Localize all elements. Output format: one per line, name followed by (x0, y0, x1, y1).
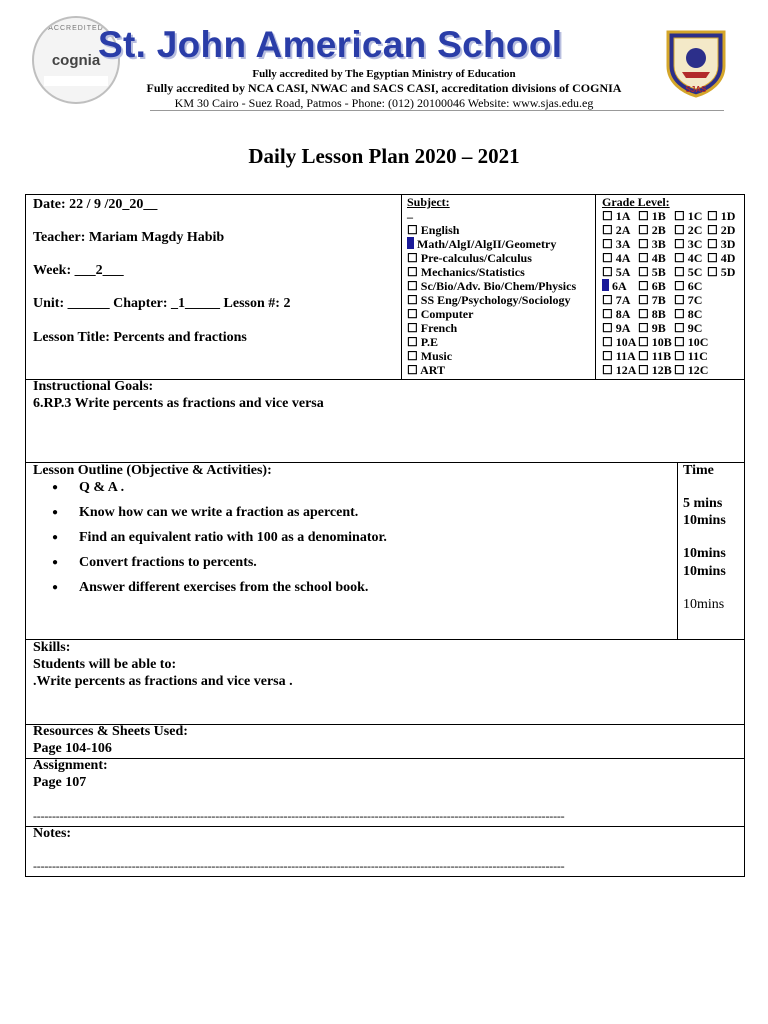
grade-option-label: ☐ 1D (707, 209, 736, 223)
skills-heading: Skills: (33, 640, 71, 655)
instructional-goals-heading: Instructional Goals: (33, 379, 154, 394)
subject-option-label: Mechanics/Statistics (420, 265, 525, 279)
grade-option[interactable] (602, 237, 630, 251)
assignment-dashed-line: -------------------------------------------------------------------------------------------------------------------------------------------- (33, 809, 565, 823)
grade-option[interactable] (674, 223, 702, 237)
grade-option-label: ☐ 6C (674, 279, 703, 293)
badge-ring-text: ACCREDITED (48, 25, 104, 32)
subject-heading: Subject: (407, 195, 450, 209)
grade-option[interactable] (674, 237, 702, 251)
grade-option[interactable] (638, 293, 666, 307)
school-crest-logo (660, 26, 732, 98)
grade-option[interactable] (674, 209, 702, 223)
subject-option[interactable] (407, 349, 576, 363)
grade-option[interactable] (638, 209, 666, 223)
subject-option-label: Music (420, 349, 453, 363)
grade-option-label: ☐ 1C (674, 209, 703, 223)
resources-text: Page 104-106 (33, 741, 112, 756)
grade-option-label: ☐ 8C (674, 307, 703, 321)
grade-option-label: ☐ 12C (674, 363, 709, 377)
grade-option-label: ☐ 2A (602, 223, 631, 237)
divider-outline-time (677, 462, 678, 639)
grade-option[interactable] (638, 363, 672, 377)
assignment-text: Page 107 (33, 775, 87, 790)
grade-option-label: ☐ 11A (602, 349, 636, 363)
subject-option[interactable] (407, 363, 576, 377)
grade-option-label: ☐ 10C (674, 335, 709, 349)
grade-option[interactable] (707, 223, 735, 237)
school-address: KM 30 Cairo - Suez Road, Patmos - Phone: (012) 20100046 Website: www.sjas.edu.eg (174, 96, 594, 110)
grade-option[interactable] (602, 321, 630, 335)
subject-option-label: Sc/Bio/Adv. Bio/Chem/Physics (420, 279, 577, 293)
checkbox-icon: ☐ (407, 265, 421, 279)
skills-line-1: Students will be able to: (33, 657, 177, 672)
time-value: 10mins (683, 546, 726, 561)
grade-option-label: ☐ 4D (707, 251, 736, 265)
grade-option[interactable] (602, 223, 630, 237)
grade-option[interactable] (638, 265, 666, 279)
skills-line-2: .Write percents as fractions and vice versa . (33, 674, 293, 689)
grade-option[interactable] (674, 307, 702, 321)
resources-heading: Resources & Sheets Used: (33, 724, 188, 739)
grade-option-label: ☐ 12A (602, 363, 637, 377)
accreditation-line-1: Fully accredited by The Egyptian Ministry of Education (252, 68, 516, 80)
grade-option-label: ☐ 9A (602, 321, 631, 335)
checkbox-icon: ☐ (407, 335, 421, 349)
subject-option[interactable] (407, 251, 576, 265)
notes-heading: Notes: (33, 826, 72, 841)
header-divider (150, 110, 724, 111)
accreditation-line-2: Fully accredited by NCA CASI, NWAC and SACS CASI, accreditation divisions of COGNIA (146, 81, 622, 95)
subject-option[interactable] (407, 237, 576, 251)
subject-option-label: Computer (420, 307, 474, 321)
subject-option[interactable] (407, 321, 576, 335)
divider-subject-grade (595, 195, 596, 379)
subject-heading-underscore: _ (407, 206, 413, 220)
grade-option-label: ☐ 3B (638, 237, 666, 251)
grade-option-label: ☐ 7A (602, 293, 631, 307)
subject-option-label: P.E (420, 335, 438, 349)
lesson-outline-item: ● Convert fractions to percents. (52, 554, 387, 579)
grade-option[interactable] (674, 335, 708, 349)
grade-option-label: ☐ 4A (602, 251, 631, 265)
grade-option[interactable] (602, 307, 630, 321)
time-value: 10mins (683, 597, 725, 612)
grade-option-label: ☐ 2C (674, 223, 703, 237)
subject-option[interactable] (407, 307, 576, 321)
week-field: Week: ___2___ (33, 263, 124, 278)
lesson-outline-heading: Lesson Outline (Objective & Activities): (33, 463, 272, 478)
grade-option-label: ☐ 3D (707, 237, 736, 251)
grade-option-label: ☐ 8A (602, 307, 631, 321)
grade-option[interactable] (602, 335, 636, 349)
divider-info-subject (401, 195, 402, 379)
date-field: Date: 22 / 9 /20_20__ (33, 197, 158, 212)
subject-option-label: SS Eng/Psychology/Sociology (420, 293, 571, 307)
grade-option[interactable] (674, 321, 702, 335)
grade-option[interactable] (638, 307, 666, 321)
notes-dashed-line: -------------------------------------------------------------------------------------------------------------------------------------------- (33, 859, 565, 873)
checkbox-icon: ☐ (407, 251, 421, 265)
grade-option[interactable] (602, 293, 630, 307)
instructional-goals-text: 6.RP.3 Write percents as fractions and vice versa (33, 396, 324, 411)
time-value: 10mins (683, 564, 726, 579)
school-name: St. John American School (98, 24, 563, 65)
grade-option-label: ☐ 8B (638, 307, 666, 321)
grade-option[interactable] (707, 251, 735, 265)
grade-option-label: ☐ 2B (638, 223, 666, 237)
grade-option[interactable] (674, 265, 702, 279)
grade-option[interactable] (638, 237, 666, 251)
subject-option-label: Pre-calculus/Calculus (420, 251, 532, 265)
grade-level-heading: Grade Level: (602, 195, 670, 209)
grade-option-label: ☐ 7B (638, 293, 666, 307)
grade-option-label: ☐ 5C (674, 265, 703, 279)
subject-option[interactable] (407, 279, 576, 293)
grade-option-label: ☐ 10A (602, 335, 637, 349)
assignment-heading: Assignment: (33, 758, 108, 773)
subject-option-label: English (420, 223, 460, 237)
grade-option[interactable] (602, 349, 636, 363)
divider-row-6 (26, 826, 744, 827)
lesson-outline-item: ● Answer different exercises from the school book. (52, 579, 387, 604)
subject-option-label: ART (420, 363, 446, 377)
checkbox-icon: ☐ (407, 279, 421, 293)
grade-option-label: ☐ 3A (602, 237, 631, 251)
grade-option[interactable] (674, 251, 702, 265)
grade-option[interactable] (638, 223, 666, 237)
grade-option[interactable] (638, 349, 671, 363)
grade-option-label: ☐ 2D (707, 223, 736, 237)
grade-option[interactable] (602, 363, 636, 377)
lesson-title-field: Lesson Title: Percents and fractions (33, 330, 247, 345)
grade-option[interactable] (638, 279, 666, 293)
grade-option-label: ☐ 11B (638, 349, 672, 363)
grade-option[interactable] (602, 251, 630, 265)
grade-option-label: ☐ 12B (638, 363, 672, 377)
checkbox-icon: ☐ (407, 293, 421, 307)
grade-option[interactable] (602, 209, 630, 223)
grade-option-label: ☐ 1A (602, 209, 631, 223)
grade-option[interactable] (707, 237, 735, 251)
lesson-outline-item: ● Know how can we write a fraction as apercent. (52, 504, 387, 529)
grade-option-label: ☐ 9C (674, 321, 703, 335)
grade-option-label: ☐ 5D (707, 265, 736, 279)
lesson-outline-item: ● Q & A . (52, 479, 387, 504)
teacher-field: Teacher: Mariam Magdy Habib (33, 230, 225, 245)
document-title: Daily Lesson Plan 2020 – 2021 (248, 144, 520, 168)
grade-option-label: 6A (612, 279, 627, 293)
grade-option[interactable] (638, 321, 666, 335)
grade-option-label: ☐ 4B (638, 251, 666, 265)
grade-option[interactable] (707, 209, 735, 223)
grade-option[interactable] (638, 335, 672, 349)
grade-option-label: ☐ 3C (674, 237, 703, 251)
time-value: 10mins (683, 513, 726, 528)
unit-chapter-lesson-field: Unit: ______ Chapter: _1_____ Lesson #: 2 (33, 296, 291, 311)
divider-row-3 (26, 639, 744, 640)
checked-mark-icon (407, 237, 414, 249)
checkbox-icon: ☐ (407, 349, 421, 363)
grade-option-label: ☐ 1B (638, 209, 666, 223)
subject-option-label: Math/AlgI/AlgII/Geometry (417, 237, 557, 251)
subject-option[interactable] (407, 293, 576, 307)
checked-mark-icon (602, 279, 609, 291)
subject-option[interactable] (407, 335, 576, 349)
time-heading: Time (683, 463, 714, 478)
subject-option[interactable] (407, 223, 576, 237)
subject-list (407, 223, 576, 377)
lesson-plan-table (25, 194, 745, 877)
crest-text: SJAS (685, 85, 707, 94)
lesson-outline-item: ● Find an equivalent ratio with 100 as a denominator. (52, 529, 387, 554)
grade-option[interactable] (707, 265, 735, 279)
grade-option[interactable] (674, 363, 708, 377)
lesson-outline-list (52, 479, 387, 604)
grade-option-label: ☐ 5A (602, 265, 631, 279)
grade-option[interactable] (638, 251, 666, 265)
checkbox-icon: ☐ (407, 307, 421, 321)
divider-row-5 (26, 758, 744, 759)
grade-option-label: ☐ 11C (674, 349, 708, 363)
checkbox-icon: ☐ (407, 321, 421, 335)
grade-option-label: ☐ 4C (674, 251, 703, 265)
time-value: 5 mins (683, 496, 723, 511)
badge-word: cognia (51, 52, 101, 69)
checkbox-icon: ☐ (407, 363, 421, 377)
grade-option-label: ☐ 10B (638, 335, 672, 349)
checkbox-icon: ☐ (407, 223, 421, 237)
grade-option[interactable] (602, 279, 627, 293)
grade-option[interactable] (674, 349, 708, 363)
grade-option-label: ☐ 7C (674, 293, 703, 307)
grade-option[interactable] (674, 293, 702, 307)
grade-option[interactable] (602, 265, 630, 279)
subject-option-label: French (420, 321, 458, 335)
grade-option-label: ☐ 9B (638, 321, 666, 335)
subject-option[interactable] (407, 265, 576, 279)
grade-option-label: ☐ 6B (638, 279, 666, 293)
grade-option-label: ☐ 5B (638, 265, 666, 279)
grade-option[interactable] (674, 279, 702, 293)
